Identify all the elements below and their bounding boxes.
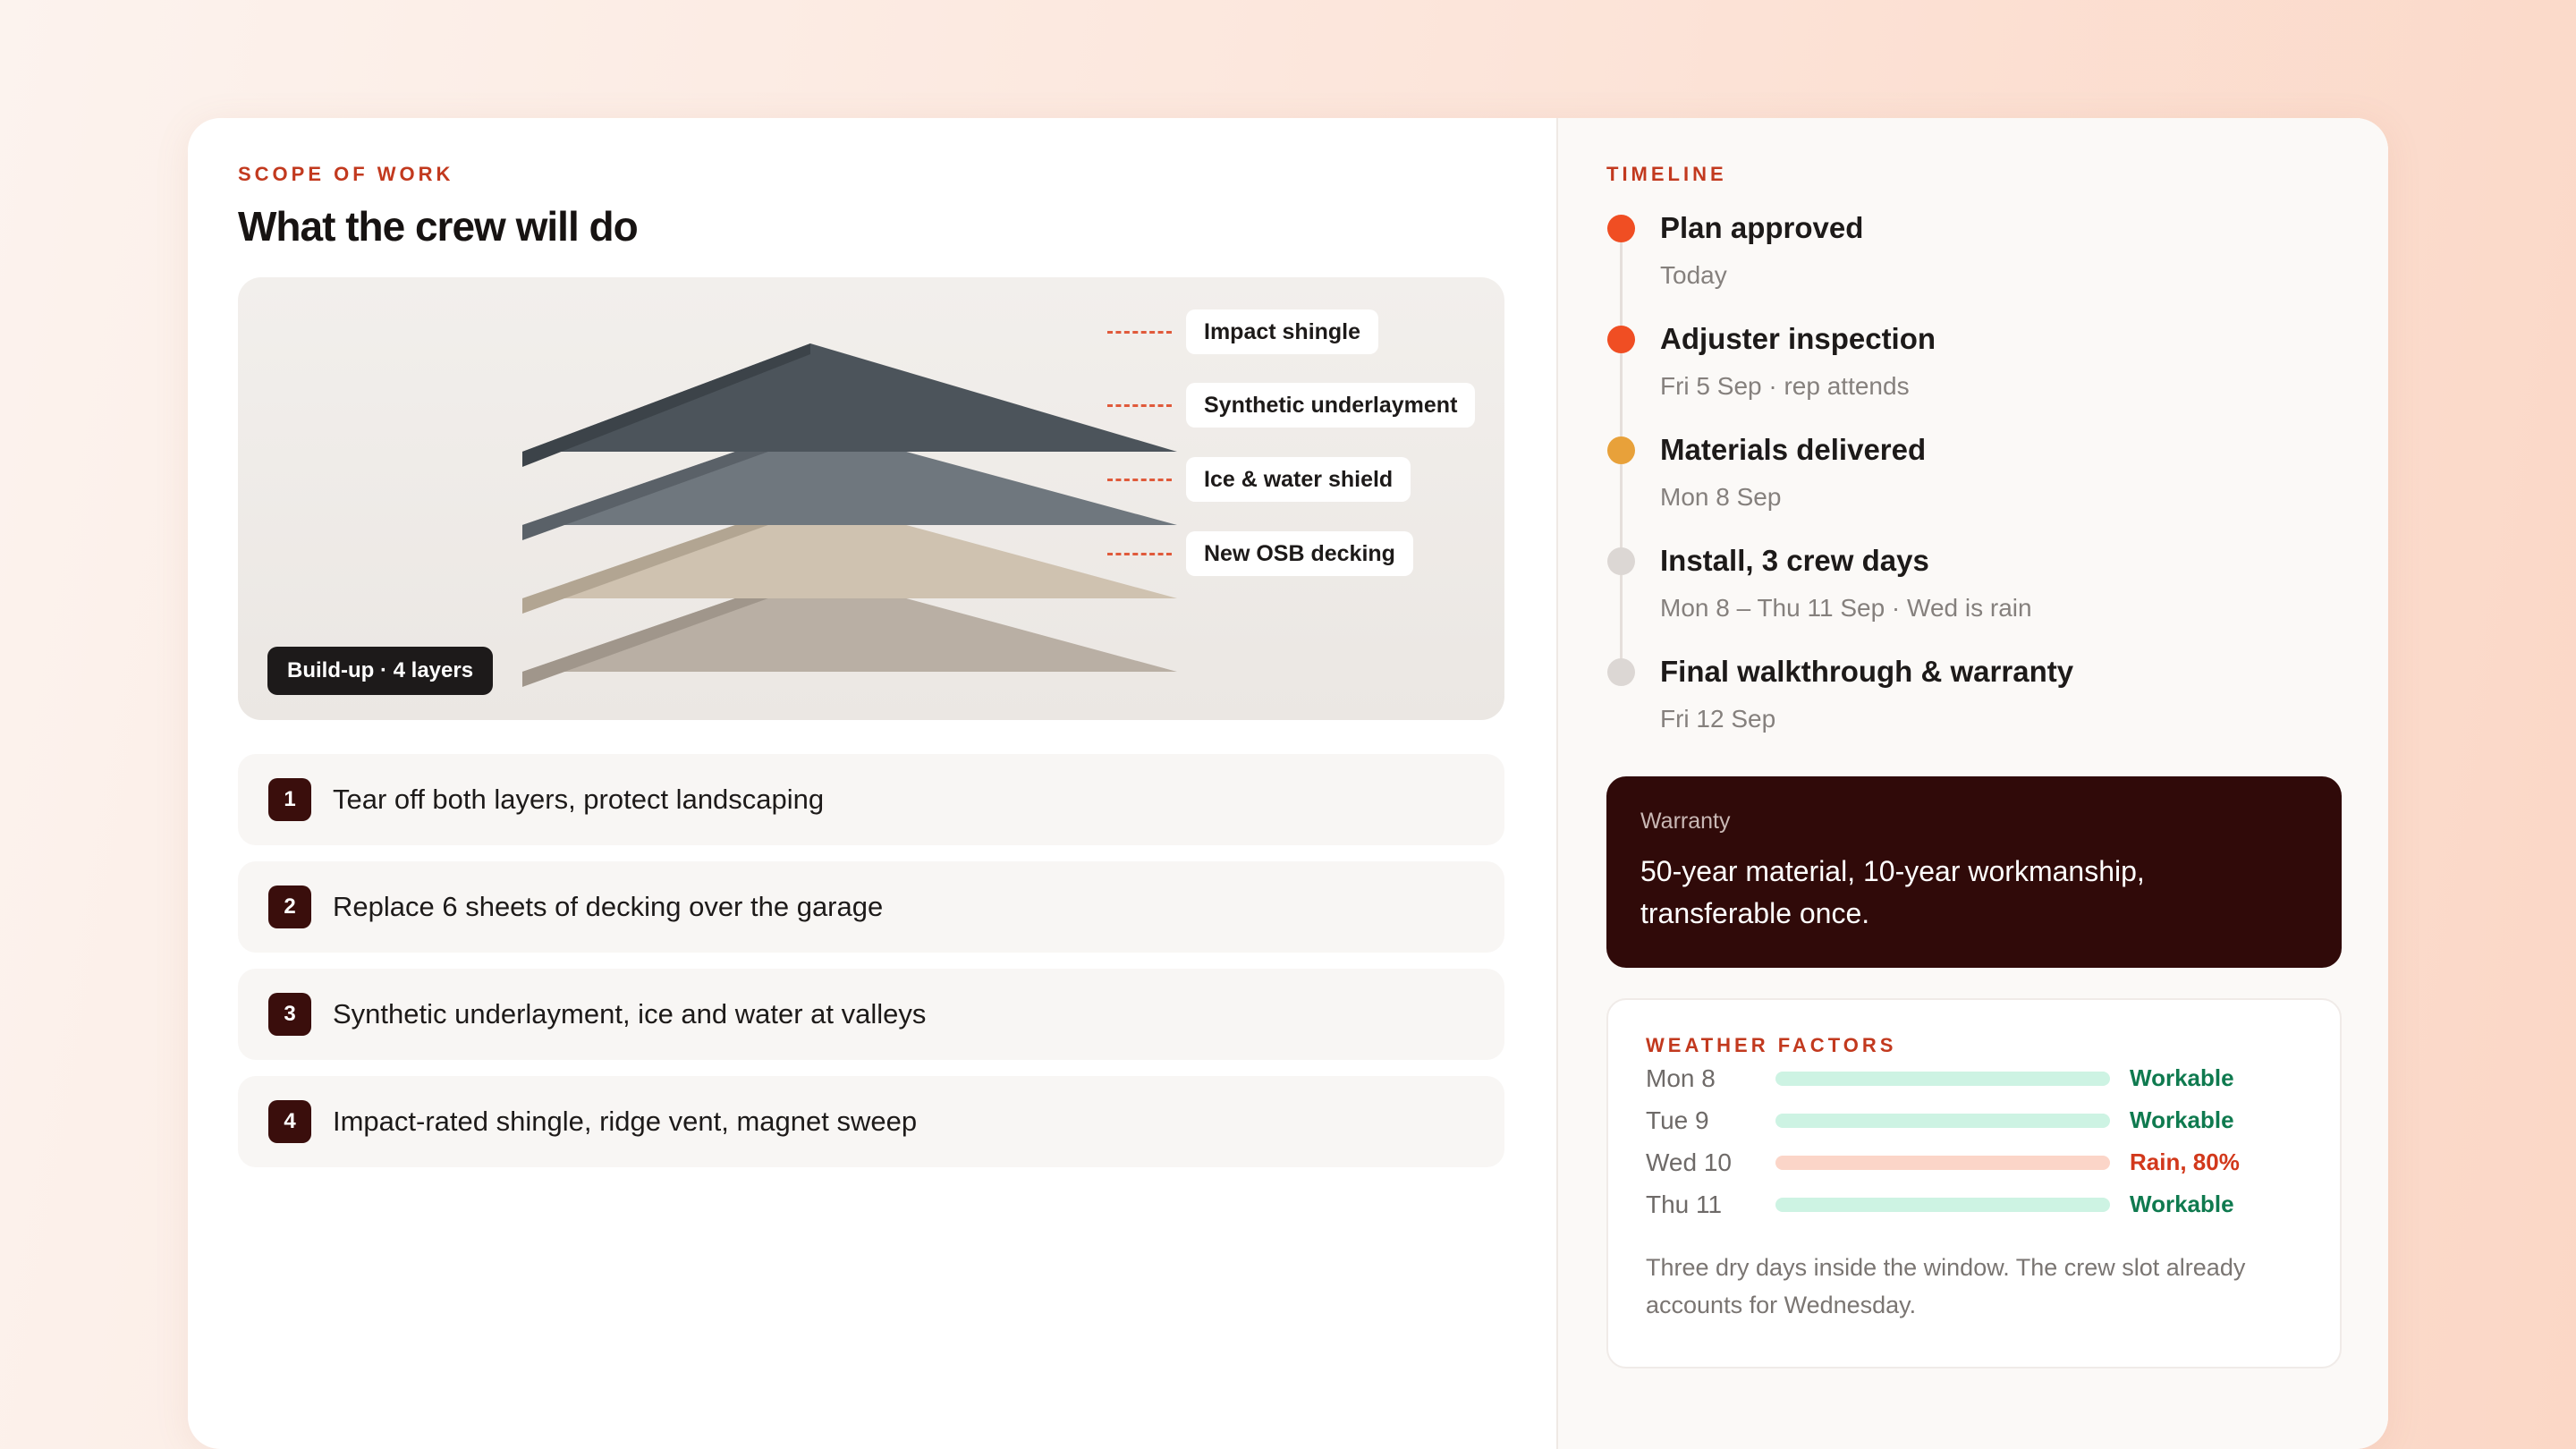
leader-line [1107,553,1172,555]
leader-line [1107,479,1172,481]
timeline-eyebrow: TIMELINE [1606,163,1727,185]
layer-shape-shingle [522,343,1177,452]
label-impact-shingle: Impact shingle [1186,309,1378,354]
timeline-item [1606,544,2340,655]
timeline-item-subtitle: Fri 5 Sep · rep attends [1660,372,1910,400]
timeline-item [1606,322,2340,433]
weather-status: Workable [2130,1106,2234,1133]
layer-count-badge: Build-up · 4 layers [267,647,493,695]
timeline-item-title: Adjuster inspection [1660,322,1936,355]
timeline-item-title: Plan approved [1660,211,1864,244]
step-text: Tear off both layers, protect landscaping [333,784,825,815]
timeline-item-subtitle: Today [1660,261,1727,289]
warranty-label: Warranty [1640,809,1731,834]
weather-day: Mon 8 [1646,1063,1716,1092]
weather-bar [1775,1114,2110,1128]
weather-row [1646,1057,2302,1099]
timeline-item [1606,655,2340,766]
step-number: 4 [268,1100,311,1143]
weather-bar [1775,1072,2110,1086]
scope-heading: What the crew will do [238,203,638,250]
status-dot-icon [1607,215,1635,242]
step-number: 3 [268,993,311,1036]
step-list [238,754,1506,1167]
weather-status: Rain, 80% [2130,1148,2240,1175]
roof-layer-diagram [238,277,1504,720]
timeline [1606,211,2340,766]
timeline-item [1606,433,2340,544]
timeline-item-title: Materials delivered [1660,433,1927,466]
weather-row [1646,1141,2302,1183]
step-text: Replace 6 sheets of decking over the garage [333,891,884,922]
scope-eyebrow: SCOPE OF WORK [238,163,454,185]
timeline-item-subtitle: Fri 12 Sep [1660,705,1776,733]
step-item [238,969,1504,1060]
warranty-text: 50-year material, 10-year workmanship, transferable once. [1640,855,2145,929]
weather-note: Three dry days inside the window. The crew slot already accounts for Wednesday. [1646,1254,2246,1318]
weather-eyebrow: WEATHER FACTORS [1646,1034,1897,1056]
weather-row [1646,1183,2302,1225]
weather-status: Workable [2130,1191,2234,1217]
leader-line [1107,404,1172,407]
step-text: Synthetic underlayment, ice and water at valleys [333,998,927,1030]
step-text: Impact-rated shingle, ridge vent, magnet sweep [333,1106,918,1137]
scope-panel [188,118,1556,1449]
label-synthetic-underlayment: Synthetic underlayment [1186,383,1475,428]
status-dot-icon [1607,326,1635,353]
status-dot-icon [1607,436,1635,464]
step-number: 2 [268,886,311,928]
status-dot-icon [1607,547,1635,575]
weather-bar [1775,1198,2110,1212]
leader-line [1107,331,1172,334]
weather-card [1606,998,2342,1368]
weather-day: Wed 10 [1646,1148,1732,1176]
timeline-item [1606,211,2340,322]
step-item [238,861,1504,953]
timeline-panel [1556,118,2388,1449]
timeline-item-subtitle: Mon 8 Sep [1660,483,1782,511]
project-card [188,118,2388,1449]
timeline-item-title: Final walkthrough & warranty [1660,655,2074,688]
warranty-card [1606,776,2342,968]
label-osb-decking: New OSB decking [1186,531,1413,576]
weather-status: Workable [2130,1064,2234,1091]
weather-day: Tue 9 [1646,1106,1709,1134]
step-item [238,1076,1504,1167]
status-dot-icon [1607,658,1635,686]
step-item [238,754,1504,845]
step-number: 1 [268,778,311,821]
timeline-item-title: Install, 3 crew days [1660,544,1929,577]
weather-bar [1775,1156,2110,1170]
weather-row [1646,1099,2302,1141]
weather-day: Thu 11 [1646,1190,1723,1218]
timeline-item-subtitle: Mon 8 – Thu 11 Sep · Wed is rain [1660,594,2032,622]
label-ice-water-shield: Ice & water shield [1186,457,1411,502]
